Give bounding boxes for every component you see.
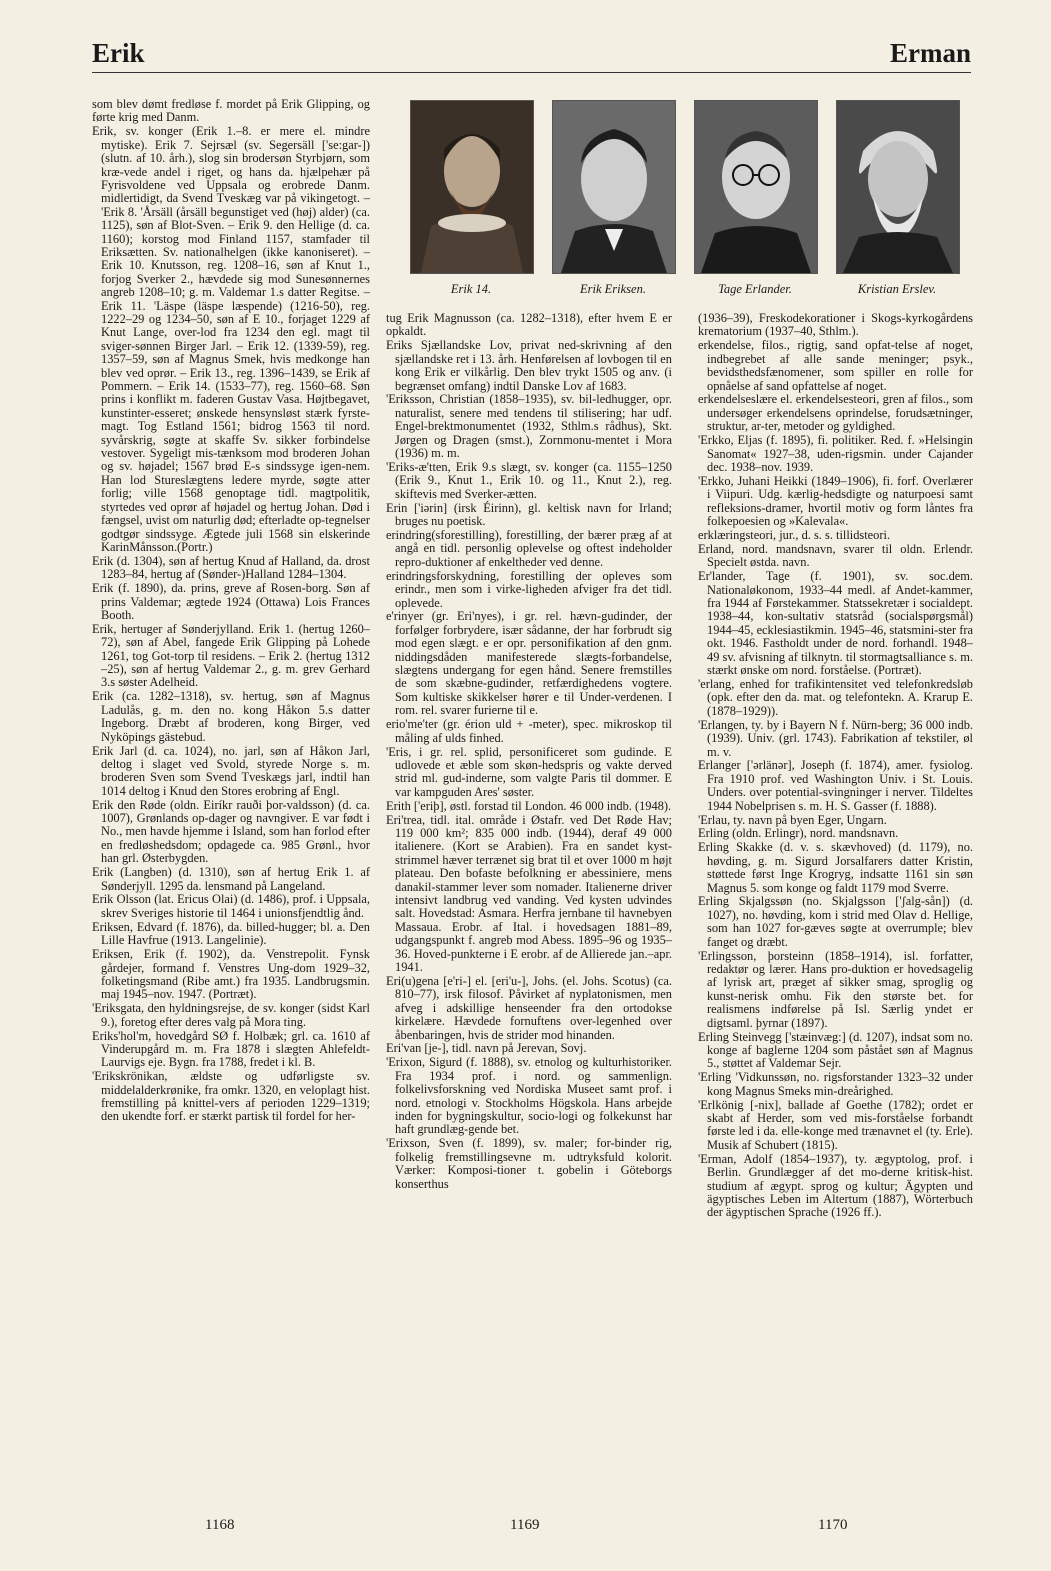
entry: Eri(u)gena [e'ri-] el. [eri'u-], Johs. (el. Johs. Scotus) (ca. 810–77), irsk filosof. Påvirket af nyplatonismen, men afveg i adskillige henseender fra den ortodokse kirkelære. Hævdede fornuftens over-legenhed over åbenbaringen, hvis de strider mod hinanden. — [386, 973, 672, 1042]
entry: (1936–39), Freskodekorationer i Skogs-kyrkogårdens krematorium (1937–40, Sthlm.). — [698, 312, 973, 339]
caption-erik-eriksen: Erik Eriksen. — [580, 282, 646, 296]
entry: 'Erikskrönikan, ældste og udførligste sv. middelalderkrønike, fra omkr. 1320, en veloplagt hist. fremstilling på knittel-vers af perioden 1229–1319; den ukendte forf. er stærkt partisk til fordel for her- — [92, 1069, 370, 1124]
entry: e'rinyer (gr. Eri'nyes), i gr. rel. hævn-gudinder, der forfølger forbrydere, især sådanne, der har forbrudt sig mod egen slægt. e er opr. personifikation af den gnm. niddingsdåden manifesterede slægts-forbandelse, slægtens undergang for egen hånd. Senere fremstilles de som skæbne-gudinder, retfærdighedens vogtere. Som kultiske skikkelser hører e til Under-verdenen. I rom. rel. svarer furierne til e. — [386, 609, 672, 718]
entry: erkendelse, filos., rigtig, sand opfat-telse af noget, indbegrebet af alle sande meninger; psyk., bevidsthedsfænomener, som spiller en rolle for opnåelse af sand opfattelse af noget. — [698, 338, 973, 393]
header-rule — [92, 72, 971, 73]
entry: Erik (d. 1304), søn af hertug Knud af Halland, da. drost 1283–84, hertug af (Sønder-)Halland 1284–1304. — [92, 553, 370, 582]
entry: Erland, nord. mandsnavn, svarer til oldn. Erlendr. Specielt østda. navn. — [698, 541, 973, 570]
entry: Erling Steinvegg ['stæinvæg:] (d. 1207), indsat som no. konge af baglerne 1204 som påstået søn af Magnus 5., støttet af Valdemar Sejr. — [698, 1029, 973, 1071]
entry: Erling Skakke (d. v. s. skævhoved) (d. 1179), no. høvding, g. m. Sigurd Jorsalfarers datter Kristin, støttede først Inge Krogryg, indsatte 1161 sin søn Magnus 5. som konge og faldt 1179 mod Sverre. — [698, 840, 973, 895]
entry: Erin ['iərin] (irsk Éirinn), gl. keltisk navn for Irland; bruges nu poetisk. — [386, 500, 672, 529]
entry: 'Eriks-æ'tten, Erik 9.s slægt, sv. konger (ca. 1155–1250 (Erik 9., Knut 1., Erik 10. og 11., Knut 2.), reg. skiftevis med Sverker-ætten. — [386, 459, 672, 501]
entry: Erik (ca. 1282–1318), sv. hertug, søn af Magnus Ladulås, g. m. den no. kong Håkon 5.s datter Ingeborg. Dræbt af broderen, kong Birger, ved Nyköpings gästebud. — [92, 689, 370, 744]
column-1168 — [92, 98, 370, 1503]
entry: Erik, sv. konger (Erik 1.–8. er mere el. mindre mytiske). Erik 7. Sejrsæl (sv. Segersäll ['se:gar-]) (slutn. af 10. årh.), slog sin brodersøn Styrbjørn, som kræ-vede andel i riget, og hans da. hjælpehær på Fyrisvoldene ved Uppsala og erobrede Danm. midlertidigt, da Svend Tveskæg var på vikingetogt. – 'Erik 8. 'Årsäll (årsäll begunstiget ved (høj) alder) (ca. 1125), søn af Blot-Sven. – Erik 9. den Hellige (d. ca. 1160); korstog mod Finland 1157, stamfader til Eriksætten. Sv. nationalhelgen (ikke kanoniseret). – Erik 10. Knutsson, reg. 1208–16, søn af Knut 1., forjog Sverker 2., hævdede sig mod Sunesønnernes angreb 1208–10; g. m. Valdemar 1.s datter Regitse. – Erik 11. 'Läspe (läspe læspende) (1216-50), reg. 1222–29 og 1234–50, søn af E 10., forjaget 1229 af Knut Lange, over-lod fra 1234 den egl. magt til sviger-sønnen Birger Jarl. – Erik 12. (1339-59), reg. 1357–59, søn af Magnus Smek, hvis medkonge han blev ved oprør. – Erik 13., reg. 1396–1439, se Erik af Pommern. – Erik 14. (1533–77), reg. 1560–68. Søn prins i konflikt m. faderen Gustav Vasa. Højtbegavet, kunstinter-esseret; ønskede hensynsløst stærk fyrste-magt. Tog Estland 1561; bidrog 1563 til nord. syvårskrig, søgte at skaffe Sv. sikker forbindelse vestover. Sygeligt mis-tænksom mod broderen Johan og sv. højadel; 1567 brød E-s sindssyge igen-nem. Han lod Stureslægtens ledere myrde, søgte atter forlig; ville 1568 genoptage tidl. magtpolitik, styrtedes ved oprør af højadel og hertug Johan. Død i fængsel, uvist om naturlig død; efterladte op-tegnelser godtgør sindssyge. Ægtede juli 1568 sin elskerinde KarinMånsson.(Portr.) — [92, 124, 370, 554]
entry: erindring(sforestilling), forestilling, der bærer præg af at angå en tidl. personlig oplevelse og oftest indeholder repro-duktioner af enkeltheder ved denne. — [386, 528, 672, 569]
entry: Erik Olsson (lat. Ericus Olai) (d. 1486), prof. i Uppsala, skrev Sveriges historie til 1464 i unionsfjendtlig ånd. — [92, 892, 370, 920]
entry: 'Erlangen, ty. by i Bayern N f. Nürn-berg; 36 000 indb. (1939). Univ. (grl. 1743). Fabrikation af tekstiler, øl m. v. — [698, 717, 973, 759]
entry: erkendelseslære el. erkendelsesteori, gren af filos., som undersøger erkendelsens oprindelse, forudsætninger, struktur, ar-ter, metoder og gyldighed. — [698, 392, 973, 434]
entry: Erik den Røde (oldn. Eiríkr rauði þor-valdsson) (d. ca. 1007), Grønlands op-dager og navngiver. E var født i No., men havde hjemme i Island, som han forlod efter en fredløshedsdom; opdagede ca. 985 Grønl., hvor han grl. Østerbygden. — [92, 797, 370, 866]
entry: Erik, hertuger af Sønderjylland. Erik 1. (hertug 1260–72), søn af Abel, fangede Erik Glipping på Lohede 1261, tog Got-torp til residens. – Erik 2. (hertug 1312 –25), søn af hertug Valdemar 2., g. m. grev Gerhard 3.s søster Adelheid. — [92, 621, 370, 690]
entry: Erith ['eriþ], østl. forstad til London. 46 000 indb. (1948). — [386, 798, 672, 813]
entry: 'Erling 'Vidkunssøn, no. rigsforstander 1323–32 under kong Magnus Smeks min-dreårighed. — [698, 1070, 973, 1098]
entry: som blev dømt fredløse f. mordet på Erik Glipping, og førte krig med Danm. — [92, 98, 370, 125]
entry: 'Eriksson, Christian (1858–1935), sv. bil-ledhugger, opr. naturalist, senere med tendens til stilisering; har udf. Engel-brektmonumentet (1932, Sthlm.s rådhus), Skt. Jørgen og Dragen (smst.), Zornmonu-mentet i Mora (1936) m. m. — [386, 392, 672, 461]
caption-tage-erlander: Tage Erlander. — [718, 282, 792, 296]
entry: 'erlang, enhed for trafikintensitet ved telefonkredsløb (opk. efter den da. mat. og telefontekn. A. Krarup E. (1878–1929)). — [698, 676, 973, 718]
portrait-tage-erlander — [694, 100, 818, 274]
entry: tug Erik Magnusson (ca. 1282–1318), efter hvem E er opkaldt. — [386, 312, 672, 339]
entry: Eriksen, Erik (f. 1902), da. Venstrepolit. Fynsk gårdejer, formand f. Venstres Ung-dom 1929–32, folketingsmand (Ribe amt.) fra 1935. Landbrugsmin. maj 1945–nov. 1947. (Portræt). — [92, 947, 370, 1002]
entry: 'Erlkönig [-nix], ballade af Goethe (1782); ordet er skabt af Herder, som ved mis-forståelse forbandt første led i da. elle-konge med trænavnet el (ty. Erle). Musik af Schubert (1815). — [698, 1097, 973, 1152]
entry: Erik (Langben) (d. 1310), søn af hertug Erik 1. af Sønderjyll. 1295 da. lensmand på Langeland. — [92, 865, 370, 893]
entry: 'Eriksgata, den hyldningsrejse, de sv. konger (sidst Karl 9.), foretog efter deres valg på Mora ting. — [92, 1001, 370, 1029]
portrait-erik-14 — [410, 100, 534, 274]
entry: 'Erixson, Sven (f. 1899), sv. maler; for-binder rig, folkelig fremstillingsevne m. udtryksfuld kolorit. Værker: Komposi-tioner t. gobelin i Göteborgs konserthus — [386, 1136, 672, 1191]
page-number-1169: 1169 — [510, 1517, 540, 1533]
entry: 'Erlingsson, þorsteinn (1858–1914), isl. forfatter, redaktør og lærer. Hans pro-duktion er hovedsagelig af lyrisk art, præget af sikker smag, sproglig og kunst-nerisk omhu. Fik den største bet. for realismens indførelse på Isl. Særlig yndet er digtsaml. þyrnar (1897). — [698, 948, 973, 1030]
portrait-erik-eriksen — [552, 100, 676, 274]
caption-erik-14: Erik 14. — [450, 282, 492, 296]
portrait-kristian-erslev — [836, 100, 960, 274]
entry: Eri'van [je-], tidl. navn på Jerevan, Sovj. — [386, 1041, 587, 1056]
column-1170 — [698, 312, 973, 1503]
column-1169 — [386, 312, 672, 1503]
running-head-left: Erik — [92, 38, 145, 68]
entry: 'Erlau, ty. navn på byen Eger, Ungarn. — [698, 812, 887, 827]
entry: Erling (oldn. Erlingr), nord. mandsnavn. — [698, 826, 899, 841]
entry: erio'me'ter (gr. érion uld + -meter), spec. mikroskop til måling af ulds finhed. — [386, 717, 672, 745]
entry: 'Erkko, Eljas (f. 1895), fi. politiker. Red. f. »Helsingin Sanomat« 1927–38, uden-rigsmin. under Cajander dec. 1938–nov. 1939. — [698, 433, 973, 474]
entry: Erlanger ['ərlänər], Joseph (f. 1874), amer. fysiolog. Fra 1910 prof. ved Washington Univ. i St. Louis. Unders. over potential-svingninger i nerver. Tildeltes 1944 Nobelprisen s. m. H. S. Gasser (f. 1888). — [698, 758, 973, 813]
entry: Eriks Sjællandske Lov, privat ned-skrivning af den sjællandske ret i 13. årh. Henførelsen af lovbogen til en kong Erik er vilkårlig. Den blev trykt 1505 og anv. (i begrænset omfang) indtil Danske Lov af 1683. — [386, 338, 672, 393]
entry: 'Erkko, Juhani Heikki (1849–1906), fi. forf. Overlærer i Viipuri. Udg. kærlig-hedsdigte og naturpoesi samt refleksions-dramer, hvortil motiv og form låntes fra folkepoesien og »Kalevala«. — [698, 473, 973, 529]
caption-kristian-erslev: Kristian Erslev. — [857, 282, 937, 296]
page-number-1170: 1170 — [818, 1517, 848, 1533]
entry: erindringsforskydning, forestilling der opleves som erindr., men som i virke-ligheden afviger fra det tidl. oplevede. — [386, 568, 672, 610]
entry: Eriksen, Edvard (f. 1876), da. billed-hugger; bl. a. Den Lille Havfrue (1913. Langelinie). — [92, 919, 370, 948]
entry: Eri'trea, tidl. ital. område i Østafr. ved Det Røde Hav; 119 000 km²; 835 000 indb. (1944), deraf 49 000 italienere. (Kort se Arabien). Fra en sandet kyst-strimmel hæver terrænet sig brat til et over 1000 m højt plateau. Den bofaste befolkning er abessiniere, mens danakil-stammer lever som nomader. Italienerne driver intensivt landbrug ved vanding. Ved kysten udvindes salt. Hovedstad: Asmara. Herfra jernbane til havnebyen Massaua. Erobr. af Ital. i hovedsagen 1881–89, udgangspunkt f. angreb mod Abess. 1895–96 og 1935–36. Hoved-punkterne i E erobr. af de Allierede jan.–apr. 1941. — [386, 812, 672, 974]
entry: Erik (f. 1890), da. prins, greve af Rosen-borg. Søn af prins Valdemar; ægtede 1924 (Ottawa) Lois Frances Booth. — [92, 581, 370, 622]
entry: 'Erman, Adolf (1854–1937), ty. ægyptolog, prof. i Berlin. Grundlægger af det mo-derne kritisk-hist. studium af ægypt. sprog og kultur; Ägypten und ägyptisches Leben im Altertum (1887), Wörterbuch der ägyptischen Sprache (1926 ff.). — [698, 1151, 973, 1220]
entry: Er'lander, Tage (f. 1901), sv. soc.dem. Nationaløkonom, 1933–44 medl. af Andet-kammer, fra 1944 af Førstekammer. Statssekretær i socialdept. 1938–44, kon-sultativ statsråd (socialspørgsmål) 1944–45, ecklesiastikmin. 1945–46, statsmini-ster fra okt. 1946. Fastholdt under de nord. forhandl. 1948–49 sv. afvisning af tilknytn. til stormagtsalliance s. m. stærkt ønske om nord. forståelse. (Portræt). — [698, 569, 973, 678]
entry: 'Eris, i gr. rel. splid, personificeret som gudinde. E udlovede et æble som skøn-hedspris og vakte derved strid ml. gud-inderne, som valgte Paris til dommer. E var kampguden Ares' søster. — [386, 744, 672, 799]
entry: Erik Jarl (d. ca. 1024), no. jarl, søn af Håkon Jarl, deltog i slaget ved Svold, styrede Norge s. m. broderen Sven som Svend Tveskægs jarl, indtil han 1014 deltog i Knud den Stores erobring af Engl. — [92, 743, 370, 798]
entry: 'Erixon, Sigurd (f. 1888), sv. etnolog og kulturhistoriker. Fra 1934 prof. i nord. og sammenlign. folkelivsforskning ved Nordiska Museet samt prof. i nord. etnologi v. Stockholms Högskola. Hans arbejde inden for bygningskultur, socio-logi og folkekunst har haft grundlæg-gende bet. — [386, 1055, 672, 1137]
running-head-right: Erman — [890, 38, 971, 68]
entry: erklæringsteori, jur., d. s. s. tillidsteori. — [698, 528, 891, 542]
entry: Erling Skjalgssøn (no. Skjalgsson ['ʃalg-sån]) (d. 1027), no. høvding, kom i strid med Olav d. Hellige, som han 1027 for-gæves søgte at overrumple; blev fanget og dræbt. — [698, 894, 973, 949]
entry: Eriks'hol'm, hovedgård SØ f. Holbæk; grl. ca. 1610 af Vinderupgård m. m. Fra 1878 i slægten Ahlefeldt-Laurvigs eje. Bygn. fra 1788, fredet i kl. B. — [92, 1028, 370, 1070]
page-number-1168: 1168 — [205, 1517, 235, 1533]
